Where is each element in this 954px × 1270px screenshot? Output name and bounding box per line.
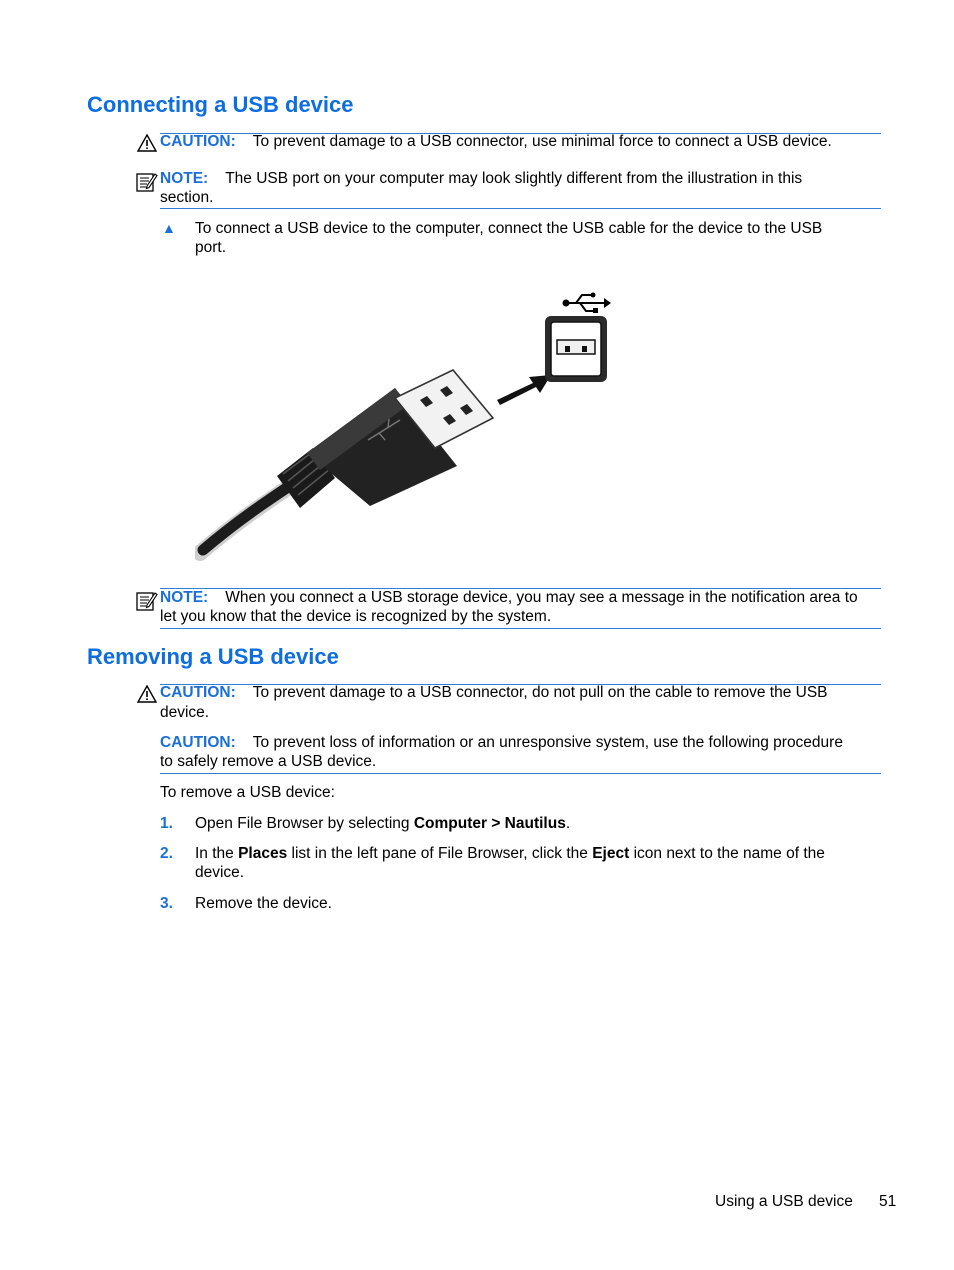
- note-bottom-rule: [160, 208, 881, 209]
- note-storage-text: When you connect a USB storage device, you may see a message in the notification area to: [225, 589, 858, 606]
- step-2-line2: device.: [195, 864, 245, 881]
- caution-pull-text: To prevent damage to a USB connector, do not pull on the cable to remove the USB: [252, 684, 828, 701]
- menu-path: Computer > Nautilus: [413, 815, 566, 832]
- caution-pull-line2: device.: [160, 704, 210, 721]
- step-number: 3.: [160, 895, 173, 912]
- caution-loss-text: To prevent loss of information or an unresponsive system, use the following procedure: [252, 734, 843, 751]
- step-bullet-icon: ▲: [162, 220, 176, 236]
- step-connect-line1: To connect a USB device to the computer, connect the USB cable for the device to the USB: [195, 220, 823, 237]
- step-connect-line2: port.: [195, 239, 227, 256]
- step-1-text: Open File Browser by selecting Computer > Nautilus.: [195, 815, 571, 832]
- caution-label: CAUTION:: [160, 734, 236, 751]
- caution-icon: [137, 685, 157, 703]
- caution-pull-line1: [160, 683, 828, 702]
- note2-bottom-rule: [160, 628, 881, 629]
- section-heading-connecting: Connecting a USB device: [87, 92, 354, 117]
- places-term: Places: [238, 845, 288, 862]
- step-3-text: Remove the device.: [195, 895, 332, 912]
- note-label: NOTE:: [160, 170, 209, 187]
- remove-intro: To remove a USB device:: [160, 784, 335, 801]
- note-icon: [136, 590, 158, 612]
- usb-symbol-icon: [562, 292, 612, 314]
- note-icon: [136, 171, 158, 193]
- eject-term: Eject: [592, 845, 630, 862]
- caution-loss-line1: [160, 733, 843, 752]
- step-number: 1.: [160, 815, 173, 832]
- caution-icon: [137, 134, 157, 152]
- caution-connect: [160, 132, 832, 151]
- note-storage-line1: [160, 588, 858, 607]
- caution-label: CAUTION:: [160, 133, 236, 150]
- section-heading-removing: Removing a USB device: [87, 644, 339, 669]
- step-2-text: In the Places list in the left pane of File Browser, click the Eject icon next to the name of the: [195, 845, 825, 862]
- note-port-line2: section.: [160, 189, 214, 206]
- note-port-text: The USB port on your computer may look slightly different from the illustration in this: [225, 170, 803, 187]
- caution-label: CAUTION:: [160, 684, 236, 701]
- page-number: 51: [879, 1193, 897, 1210]
- note-storage-line2: let you know that the device is recognized by the system.: [160, 608, 552, 625]
- footer-title: Using a USB device: [715, 1193, 853, 1210]
- step-number: 2.: [160, 845, 173, 862]
- caution-loss-line2: to safely remove a USB device.: [160, 753, 377, 770]
- note-port-line1: [160, 169, 802, 188]
- caution2-bottom-rule: [160, 773, 881, 774]
- caution-text: To prevent damage to a USB connector, use minimal force to connect a USB device.: [252, 133, 832, 150]
- note-label: NOTE:: [160, 589, 209, 606]
- usb-connector-illustration: [195, 288, 625, 563]
